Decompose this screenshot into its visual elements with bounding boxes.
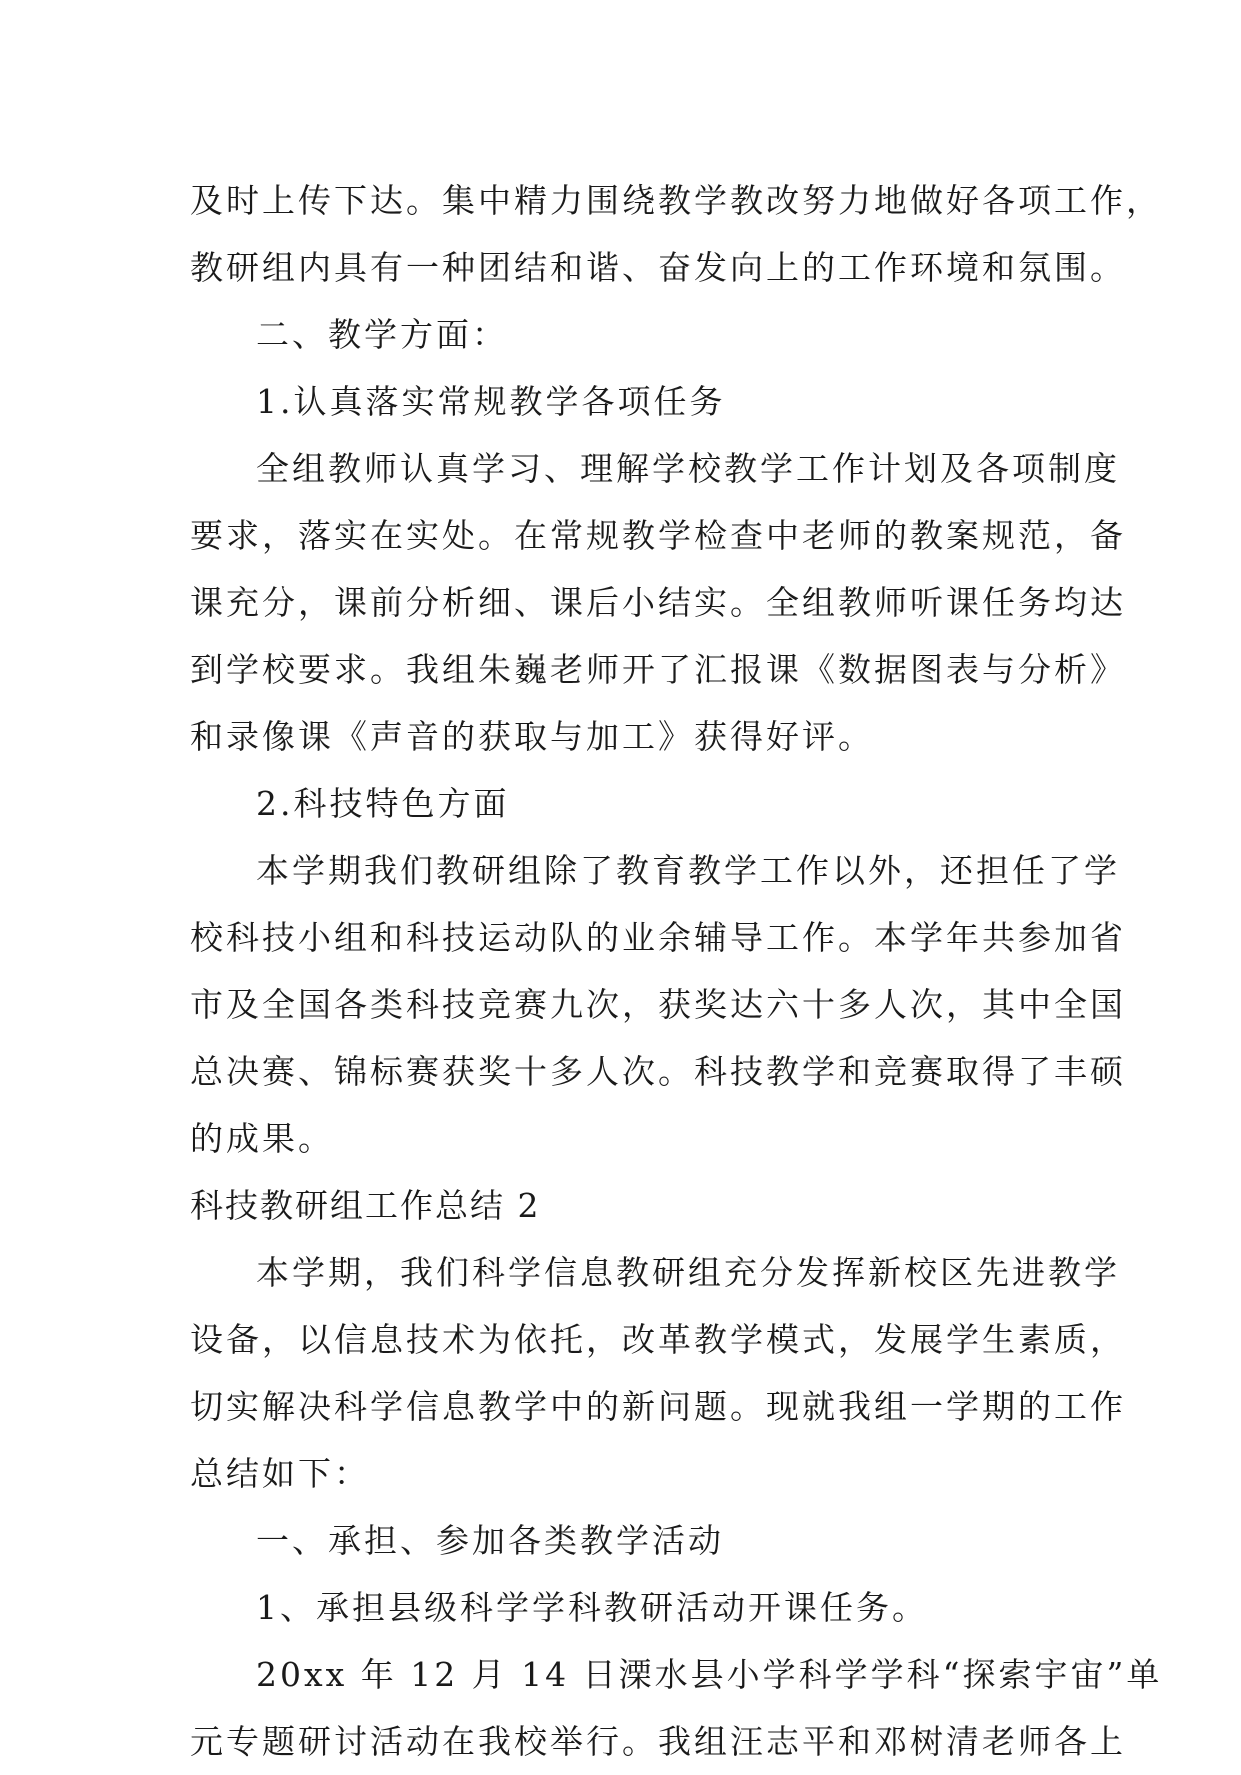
section-heading: 一、承担、参加各类教学活动 xyxy=(256,1521,724,1560)
paragraph-line: 本学期我们教研组除了教育教学工作以外，还担任了学 xyxy=(256,851,1120,890)
paragraph-line: 市及全国各类科技竞赛九次，获奖达六十多人次，其中全国 xyxy=(190,985,1126,1024)
paragraph-line: 总结如下： xyxy=(190,1454,370,1493)
paragraph-line: 设备，以信息技术为依托，改革教学模式，发展学生素质， xyxy=(190,1320,1126,1359)
paragraph-line: 本学期，我们科学信息教研组充分发挥新校区先进教学 xyxy=(256,1253,1120,1292)
document-title: 科技教研组工作总结 2 xyxy=(190,1186,541,1225)
section-heading: 二、教学方面： xyxy=(256,315,508,354)
paragraph-line: 和录像课《声音的获取与加工》获得好评。 xyxy=(190,717,874,756)
paragraph-line: 切实解决科学信息教学中的新问题。现就我组一学期的工作 xyxy=(190,1387,1126,1426)
paragraph-line: 教研组内具有一种团结和谐、奋发向上的工作环境和氛围。 xyxy=(190,248,1126,287)
subsection-heading: 1、承担县级科学学科教研活动开课任务。 xyxy=(256,1588,928,1627)
paragraph-line: 的成果。 xyxy=(190,1119,334,1158)
paragraph-line: 及时上传下达。集中精力围绕教学教改努力地做好各项工作， xyxy=(190,181,1162,220)
paragraph-line: 元专题研讨活动在我校举行。我组汪志平和邓树清老师各上 xyxy=(190,1722,1126,1761)
paragraph-line: 20xx 年 12 月 14 日溧水县小学科学学科“探索宇宙”单 xyxy=(256,1655,1163,1694)
paragraph-line: 到学校要求。我组朱巍老师开了汇报课《数据图表与分析》 xyxy=(190,650,1126,689)
document-body xyxy=(190,167,1163,1775)
paragraph-line: 总决赛、锦标赛获奖十多人次。科技教学和竞赛取得了丰硕 xyxy=(190,1052,1126,1091)
subsection-heading: 2.科技特色方面 xyxy=(256,784,510,823)
paragraph-line: 课充分，课前分析细、课后小结实。全组教师听课任务均达 xyxy=(190,583,1126,622)
paragraph-line: 要求，落实在实处。在常规教学检查中老师的教案规范，备 xyxy=(190,516,1126,555)
paragraph-line: 全组教师认真学习、理解学校教学工作计划及各项制度 xyxy=(256,449,1120,488)
paragraph-line: 校科技小组和科技运动队的业余辅导工作。本学年共参加省 xyxy=(190,918,1126,957)
subsection-heading: 1.认真落实常规教学各项任务 xyxy=(256,382,726,421)
